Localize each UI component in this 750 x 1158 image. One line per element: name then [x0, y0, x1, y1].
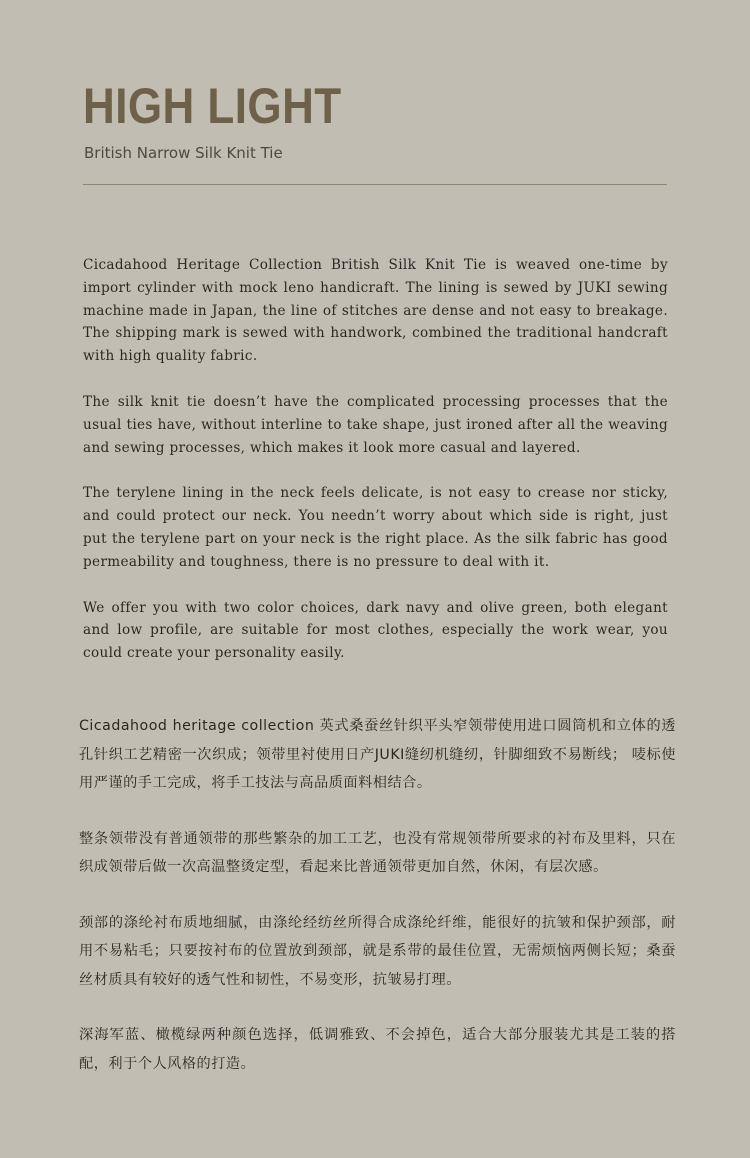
page-subtitle: British Narrow Silk Knit Tie — [84, 144, 283, 162]
english-description — [83, 254, 668, 688]
english-paragraph-1: Cicadahood Heritage Collection British Silk Knit Tie is weaved one-time by import cylinder with mock leno handicraft. The lining is sewed by JUKI sewing machine made in Japan, the line of stitches are dense and not easy to breakage. The shipping mark is sewed with handwork, combined the traditional handcraft with high quality fabric. — [83, 257, 668, 365]
chinese-paragraph-4: 深海军蓝、橄榄绿两种颜色选择，低调雅致、不会掉色，适合大部分服装尤其是工装的搭配，利于个人风格的打造。 — [79, 1027, 676, 1072]
chinese-paragraph-3: 颈部的涤纶衬布质地细腻，由涤纶经纺丝所得合成涤纶纤维，能很好的抗皱和保护颈部，耐用不易粘毛；只要按衬布的位置放到颈部，就是系带的最佳位置，无需烦恼两侧长短；桑蚕丝材质具有较好的透气性和韧性，不易变形，抗皱易打理。 — [79, 914, 676, 988]
chinese-description — [79, 712, 676, 1105]
english-paragraph-4: We offer you with two color choices, dark navy and olive green, both elegant and low profile, are suitable for most clothes, especially the work wear, you could create your personality easily. — [83, 599, 668, 662]
english-paragraph-2: The silk knit tie doesn’t have the complicated processing processes that the usual ties have, without interline to take shape, just ironed after all the weaving and sewing processes, which makes it look more casual and layered. — [83, 393, 668, 456]
chinese-paragraph-2: 整条领带没有普通领带的那些繁杂的加工工艺，也没有常规领带所要求的衬布及里料，只在织成领带后做一次高温整烫定型，看起来比普通领带更加自然，休闲，有层次感。 — [79, 830, 676, 875]
page-title: HIGH LIGHT — [83, 78, 342, 134]
english-paragraph-3: The terylene lining in the neck feels delicate, is not easy to crease nor sticky, and could protect our neck. You needn’t worry about which side is right, just put the terylene part on your neck is the right place. As the silk fabric has good permeability and toughness, there is no pressure to deal with it. — [83, 485, 668, 570]
chinese-paragraph-1: Cicadahood heritage collection 英式桑蚕丝针织平头窄领带使用进口圆筒机和立体的透孔针织工艺精密一次织成；领带里衬使用日产JUKI缝纫机缝纫，针脚细致不易断线； 唛标使用严谨的手工完成，将手工技法与高品质面料相结合。 — [79, 718, 676, 791]
divider — [83, 184, 667, 185]
